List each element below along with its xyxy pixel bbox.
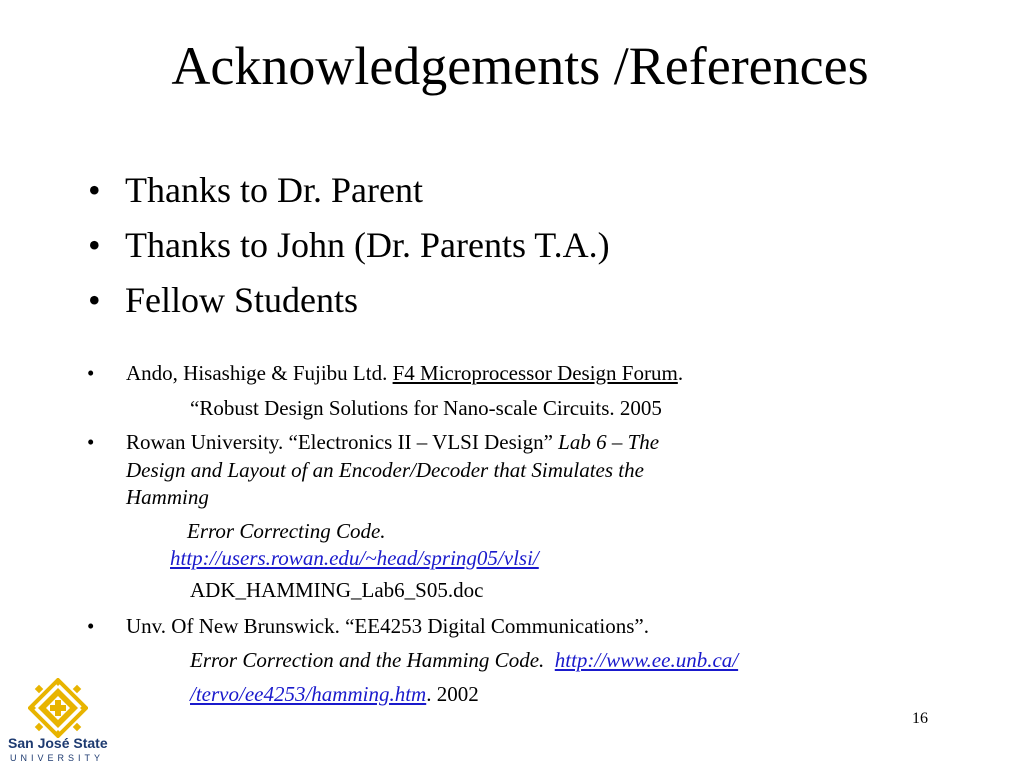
acknowledgements-list	[88, 163, 610, 328]
reference-tail: . 2002	[426, 682, 479, 706]
reference-italic: Lab 6 – The	[558, 430, 660, 454]
list-item-text: Thanks to John (Dr. Parents T.A.)	[125, 225, 610, 265]
bullet-icon: •	[87, 430, 95, 454]
reference-unb-line3	[190, 681, 479, 708]
reference-rowan-line3: Hamming	[126, 485, 209, 509]
reference-rowan	[87, 429, 660, 456]
bullet-icon: •	[87, 361, 95, 385]
reference-link-continued[interactable]: /tervo/ee4253/hamming.htm	[190, 682, 427, 706]
reference-link[interactable]: F4 Microprocessor Design Forum	[392, 361, 678, 385]
list-item	[88, 273, 610, 328]
reference-rowan-file: ADK_HAMMING_Lab6_S05.doc	[190, 578, 484, 602]
reference-lead: Rowan University. “Electronics II – VLSI Design”	[126, 430, 559, 454]
reference-lead: Ando, Hisashige & Fujibu Ltd.	[126, 361, 393, 385]
page-number: 16	[912, 710, 928, 727]
slide-title: Acknowledgements /References	[171, 36, 869, 96]
bullet-icon: •	[87, 614, 95, 638]
reference-tail: .	[677, 361, 684, 385]
reference-link[interactable]: http://www.ee.unb.ca/	[554, 648, 739, 672]
bullet-icon: •	[88, 170, 101, 210]
bullet-icon: •	[88, 280, 101, 320]
sjsu-tower-emblem-icon	[28, 678, 88, 738]
reference-unb	[87, 613, 649, 640]
list-item-text: Fellow Students	[125, 280, 359, 320]
reference-lead: Unv. Of New Brunswick. “EE4253 Digital Communications”.	[126, 614, 649, 638]
reference-unb-line2	[190, 647, 738, 674]
reference-ando	[87, 360, 684, 387]
logo-name: San José State	[8, 735, 108, 751]
reference-ando-line2: “Robust Design Solutions for Nano-scale Circuits. 2005	[190, 396, 662, 420]
reference-rowan-line2: Design and Layout of an Encoder/Decoder that Simulates the	[126, 458, 644, 482]
bullet-icon: •	[88, 225, 101, 265]
university-logo	[6, 678, 108, 766]
reference-rowan-link[interactable]: http://users.rowan.edu/~head/spring05/vlsi/	[170, 546, 539, 570]
logo-subtitle: UNIVERSITY	[9, 753, 104, 763]
reference-rowan-line4: Error Correcting Code.	[187, 519, 386, 543]
list-item	[88, 218, 610, 273]
reference-italic: Error Correction and the Hamming Code.	[190, 648, 545, 672]
list-item	[88, 163, 610, 218]
list-item-text: Thanks to Dr. Parent	[125, 170, 423, 210]
